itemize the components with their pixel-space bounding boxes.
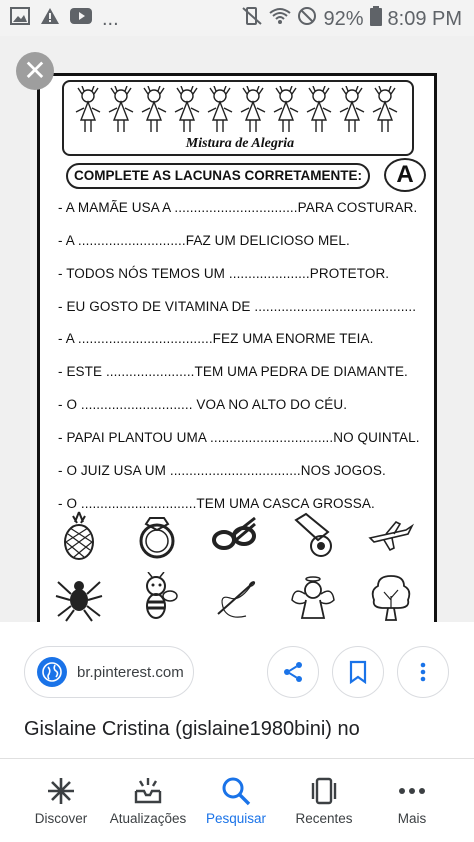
more-options-button[interactable]: [397, 646, 449, 698]
needle-and-thread-icon: [210, 572, 260, 622]
nav-label: Atualizações: [109, 811, 187, 826]
battery-icon: [370, 6, 382, 32]
instruction-box: COMPLETE AS LACUNAS CORRETAMENTE:: [66, 163, 370, 189]
worksheet-letter-badge: A: [384, 158, 426, 192]
page-title[interactable]: Gislaine Cristina (gislaine1980bini) no: [24, 718, 360, 740]
battery-percent: 92%: [323, 7, 364, 30]
sentence-line: - O JUIZ USA UM ..................................NOS JOGOS.: [58, 463, 386, 478]
more-icon: [396, 775, 428, 807]
picture-grid: [50, 508, 430, 632]
sentence-line: - A MAMÃE USA A ................................PARA COSTURAR.: [58, 200, 418, 215]
tree-icon: [366, 572, 416, 622]
worksheet-image: [37, 73, 437, 656]
image-details-panel: [0, 622, 474, 750]
spider-icon: [54, 572, 104, 622]
children-drawing: [74, 86, 404, 136]
diamond-ring-icon: [132, 510, 182, 560]
airplane-icon: [366, 510, 416, 560]
worksheet-banner: [62, 80, 414, 156]
whistle-icon: [288, 510, 338, 560]
nav-search[interactable]: [189, 759, 283, 842]
sentence-line: - EU GOSTO DE VITAMINA DE ..........................................: [58, 299, 417, 314]
sentence-line: - A ............................FAZ UM DELICIOSO MEL.: [58, 233, 350, 248]
nav-label: Discover: [34, 811, 88, 826]
globe-icon: [37, 657, 67, 687]
status-bar: [0, 0, 474, 36]
sentence-line: - A ...................................FEZ UMA ENORME TEIA.: [58, 331, 374, 346]
bee-icon: [132, 572, 182, 622]
sentence-line: - PAPAI PLANTOU UMA ................................NO QUINTAL.: [58, 430, 420, 445]
share-icon: [281, 660, 305, 684]
sentence-line: - O ..............................TEM UMA CASCA GROSSA.: [58, 496, 375, 511]
nav-label: Recentes: [295, 811, 353, 826]
image-notification-icon: [10, 7, 30, 31]
sentence-line: - O ............................. VOA NO ALTO DO CÉU.: [58, 397, 348, 412]
brand-logo-text: Mistura de Alegria: [185, 136, 295, 151]
nav-updates[interactable]: [101, 759, 195, 842]
asterisk-icon: [45, 775, 77, 807]
share-button[interactable]: [267, 646, 319, 698]
nav-label: Mais: [397, 811, 427, 826]
sentence-line: - ESTE .......................TEM UMA PEDRA DE DIAMANTE.: [58, 364, 408, 379]
nav-label: Pesquisar: [205, 811, 267, 826]
close-button[interactable]: [16, 52, 54, 90]
save-bookmark-button[interactable]: [332, 646, 384, 698]
recents-icon: [308, 775, 340, 807]
nav-more[interactable]: [365, 759, 459, 842]
pineapple-icon: [54, 510, 104, 560]
search-icon: [220, 775, 252, 807]
scissors-icon: [210, 510, 260, 560]
updates-icon: [132, 775, 164, 807]
image-viewer[interactable]: [0, 36, 474, 622]
warning-icon: [40, 7, 60, 31]
more-vert-icon: [411, 660, 435, 684]
clock: 8:09 PM: [387, 7, 462, 30]
bookmark-icon: [347, 660, 369, 684]
source-domain: br.pinterest.com: [77, 663, 184, 681]
more-notifications: ...: [102, 7, 119, 30]
close-icon: ✕: [23, 55, 47, 86]
sentence-line: - TODOS NÓS TEMOS UM .....................PROTETOR.: [58, 266, 390, 281]
nav-discover[interactable]: [14, 759, 108, 842]
youtube-icon: [70, 8, 92, 30]
source-link-chip[interactable]: [24, 646, 194, 698]
wifi-icon: [269, 7, 291, 31]
do-not-disturb-icon: [297, 6, 317, 32]
bottom-navigation: [0, 758, 474, 842]
mute-vibrate-icon: [241, 6, 263, 32]
angel-icon: [288, 572, 338, 622]
nav-recents[interactable]: [277, 759, 371, 842]
